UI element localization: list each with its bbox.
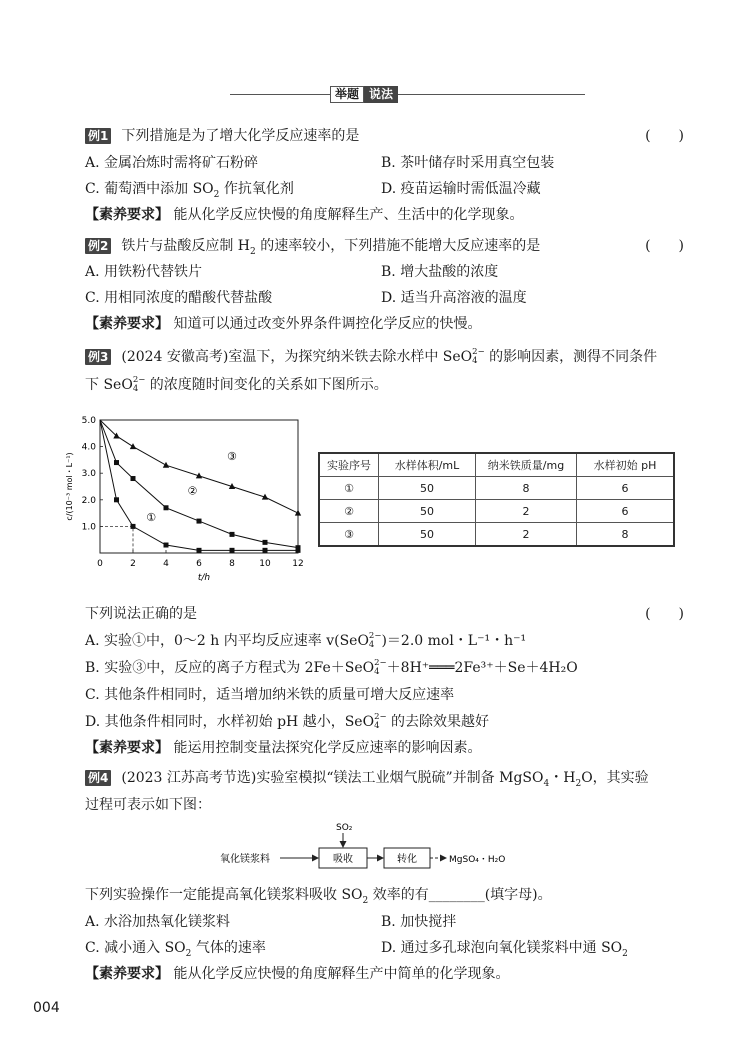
ex4-option-b: B. 加快搅拌 (381, 914, 457, 930)
ex4-options-ab (85, 911, 684, 933)
table-header-row (319, 453, 674, 477)
ex4-option-d: D. 通过多孔球泡向氧化镁浆料中通 $SO_2$ (381, 940, 628, 959)
data-point (130, 443, 136, 449)
header-right: 说法 (364, 86, 398, 103)
ex3-option-b: B. 实验③中，反应的离子方程式为 2Fe＋SeO2− 4 ＋8H⁺═══2Fe³⁺＋Se＋4H₂O (85, 657, 578, 677)
ex1-option-c: C. 葡萄酒中添加 $SO_2$ 作抗氧化剂 (85, 181, 294, 200)
answer-blank: ________ (428, 887, 485, 903)
ex3-requirement: 【素养要求】 能运用控制变量法探究化学反应速率的影响因素。 (85, 740, 482, 756)
ex2-requirement: 【素养要求】 知道可以通过改变外界条件调控化学反应的快慢。 (85, 316, 482, 332)
flow-box-convert-label: 转化 (397, 854, 417, 865)
series-line (100, 420, 298, 513)
ex1-option-a: A. 金属冶炼时需将矿石粉碎 (85, 155, 259, 171)
ex3-option-c: C. 其他条件相同时，适当增加纳米铁的质量可增大反应速率 (85, 687, 455, 703)
flow-box-absorb-label: 吸收 (333, 854, 353, 865)
data-point (114, 497, 119, 502)
y-axis-label: c/(10⁻³ mol・L⁻¹) (65, 452, 74, 521)
data-point (197, 519, 202, 524)
experiment-table (318, 452, 675, 547)
ex3-stem-1: 例3 (2024 安徽高考)室温下，为探究纳米铁去除水样中 SeO2− 4 的影响因素，测得不同条件 (85, 346, 684, 368)
ex1-requirement: 【素养要求】 能从化学反应快慢的角度解释生产、生活中的化学现象。 (85, 207, 524, 223)
y-tick-label: 4.0 (81, 442, 96, 453)
section-header (330, 86, 398, 103)
ex2-options-cd (85, 287, 684, 309)
header-rule (230, 94, 585, 95)
ex3-option-d: D. 其他条件相同时，水样初始 pH 越小，SeO2− 4 的去除效果越好 (85, 711, 490, 731)
ex4-stem-2: 过程可表示如下图： (85, 797, 211, 813)
flow-input-label: 氧化镁浆料 (220, 854, 270, 865)
y-tick-label: 2.0 (81, 495, 96, 506)
ex2-tag: 例2 (85, 238, 111, 254)
ex2-question: 例2 铁片与盐酸反应制 $H_2$ 的速率较小，下列措施不能增大反应速率的是 ( ) (85, 235, 684, 257)
x-tick-label: 8 (229, 559, 235, 569)
plot-frame (100, 420, 298, 553)
ex1-question: 例1 下列措施是为了增大化学反应速率的是 ( ) (85, 125, 684, 147)
ex2-option-c: C. 用相同浓度的醋酸代替盐酸 (85, 290, 273, 306)
series-line (100, 420, 298, 548)
series-label: ① (146, 511, 157, 525)
series-label: ② (187, 484, 198, 498)
ex3-tag: 例3 (85, 349, 111, 365)
x-tick-label: 4 (163, 559, 169, 569)
y-tick-label: 1.0 (81, 522, 96, 533)
x-axis-label: t/h (197, 573, 211, 583)
process-flow-diagram (220, 818, 520, 878)
table-header: 水样初始 pH (577, 453, 675, 477)
data-point (263, 540, 268, 545)
ex3-option-a: A. 实验①中，0～2 h 内平均反应速率 v(SeO2− 4 )＝2.0 mol・L⁻¹・h⁻¹ (85, 630, 527, 650)
x-tick-label: 12 (292, 559, 304, 569)
data-point (164, 505, 169, 510)
x-tick-label: 10 (259, 559, 271, 569)
y-tick-label: 5.0 (81, 416, 96, 426)
table-row: ② 50 2 6 (319, 500, 674, 523)
ex4-options-cd (85, 937, 684, 959)
data-point (114, 460, 119, 465)
table-header: 实验序号 (319, 453, 379, 477)
ex4-requirement: 【素养要求】 能从化学反应快慢的角度解释生产中简单的化学现象。 (85, 966, 510, 982)
table-header: 水样体积/mL (379, 453, 476, 477)
data-point (164, 543, 169, 548)
data-point (131, 476, 136, 481)
table-header: 纳米铁质量/mg (476, 453, 577, 477)
data-point (263, 548, 268, 553)
flow-gas-label: SO₂ (336, 823, 353, 833)
series-line (100, 420, 298, 550)
table-row: ③ 50 2 8 (319, 523, 674, 547)
x-tick-label: 0 (97, 559, 103, 569)
ex1-tag: 例1 (85, 128, 111, 144)
data-point (230, 548, 235, 553)
dashed-guide (100, 526, 133, 553)
ex4-option-c: C. 减小通入 $SO_2$ 气体的速率 (85, 940, 266, 959)
ex3-question: 下列说法正确的是 ( ) (85, 606, 684, 622)
ex4-stem-1: 例4 (2023 江苏高考节选)实验室模拟“镁法工业烟气脱硫”并制备 MgSO$_4$・$H_2O$，其实验 (85, 767, 684, 789)
ex2-options-ab (85, 261, 684, 283)
header-left: 举题 (330, 86, 364, 103)
x-tick-label: 2 (130, 559, 136, 569)
y-tick-label: 3.0 (81, 469, 96, 480)
flow-product-label: MgSO₄・H₂O (449, 855, 506, 865)
ex4-option-a: A. 水浴加热氧化镁浆料 (85, 914, 231, 930)
ex1-options-cd (85, 178, 684, 200)
ex2-option-d: D. 适当升高溶液的温度 (381, 290, 527, 306)
concentration-chart (60, 408, 310, 593)
ex1-option-b: B. 茶叶储存时采用真空包装 (381, 155, 555, 171)
ex2-option-a: A. 用铁粉代替铁片 (85, 264, 203, 280)
data-point (230, 532, 235, 537)
page-number: 004 (33, 1000, 60, 1016)
ex1-options-ab (85, 152, 684, 174)
data-point (296, 545, 301, 550)
ex3-stem-2: 下 SeO2− 4 的浓度随时间变化的关系如下图所示。 (85, 374, 388, 394)
ex2-option-b: B. 增大盐酸的浓度 (381, 264, 499, 280)
ex4-question: 下列实验操作一定能提高氧化镁浆料吸收 $SO_2$ 效率的有________(填字母)。 (85, 887, 552, 906)
ex4-tag: 例4 (85, 770, 111, 786)
data-point (163, 462, 169, 468)
series-label: ③ (227, 449, 237, 463)
x-tick-label: 6 (196, 559, 202, 569)
data-point (295, 510, 301, 516)
table-row: ① 50 8 6 (319, 477, 674, 500)
data-point (131, 524, 136, 529)
ex1-option-d: D. 疫苗运输时需低温冷藏 (381, 181, 541, 197)
data-point (197, 548, 202, 553)
